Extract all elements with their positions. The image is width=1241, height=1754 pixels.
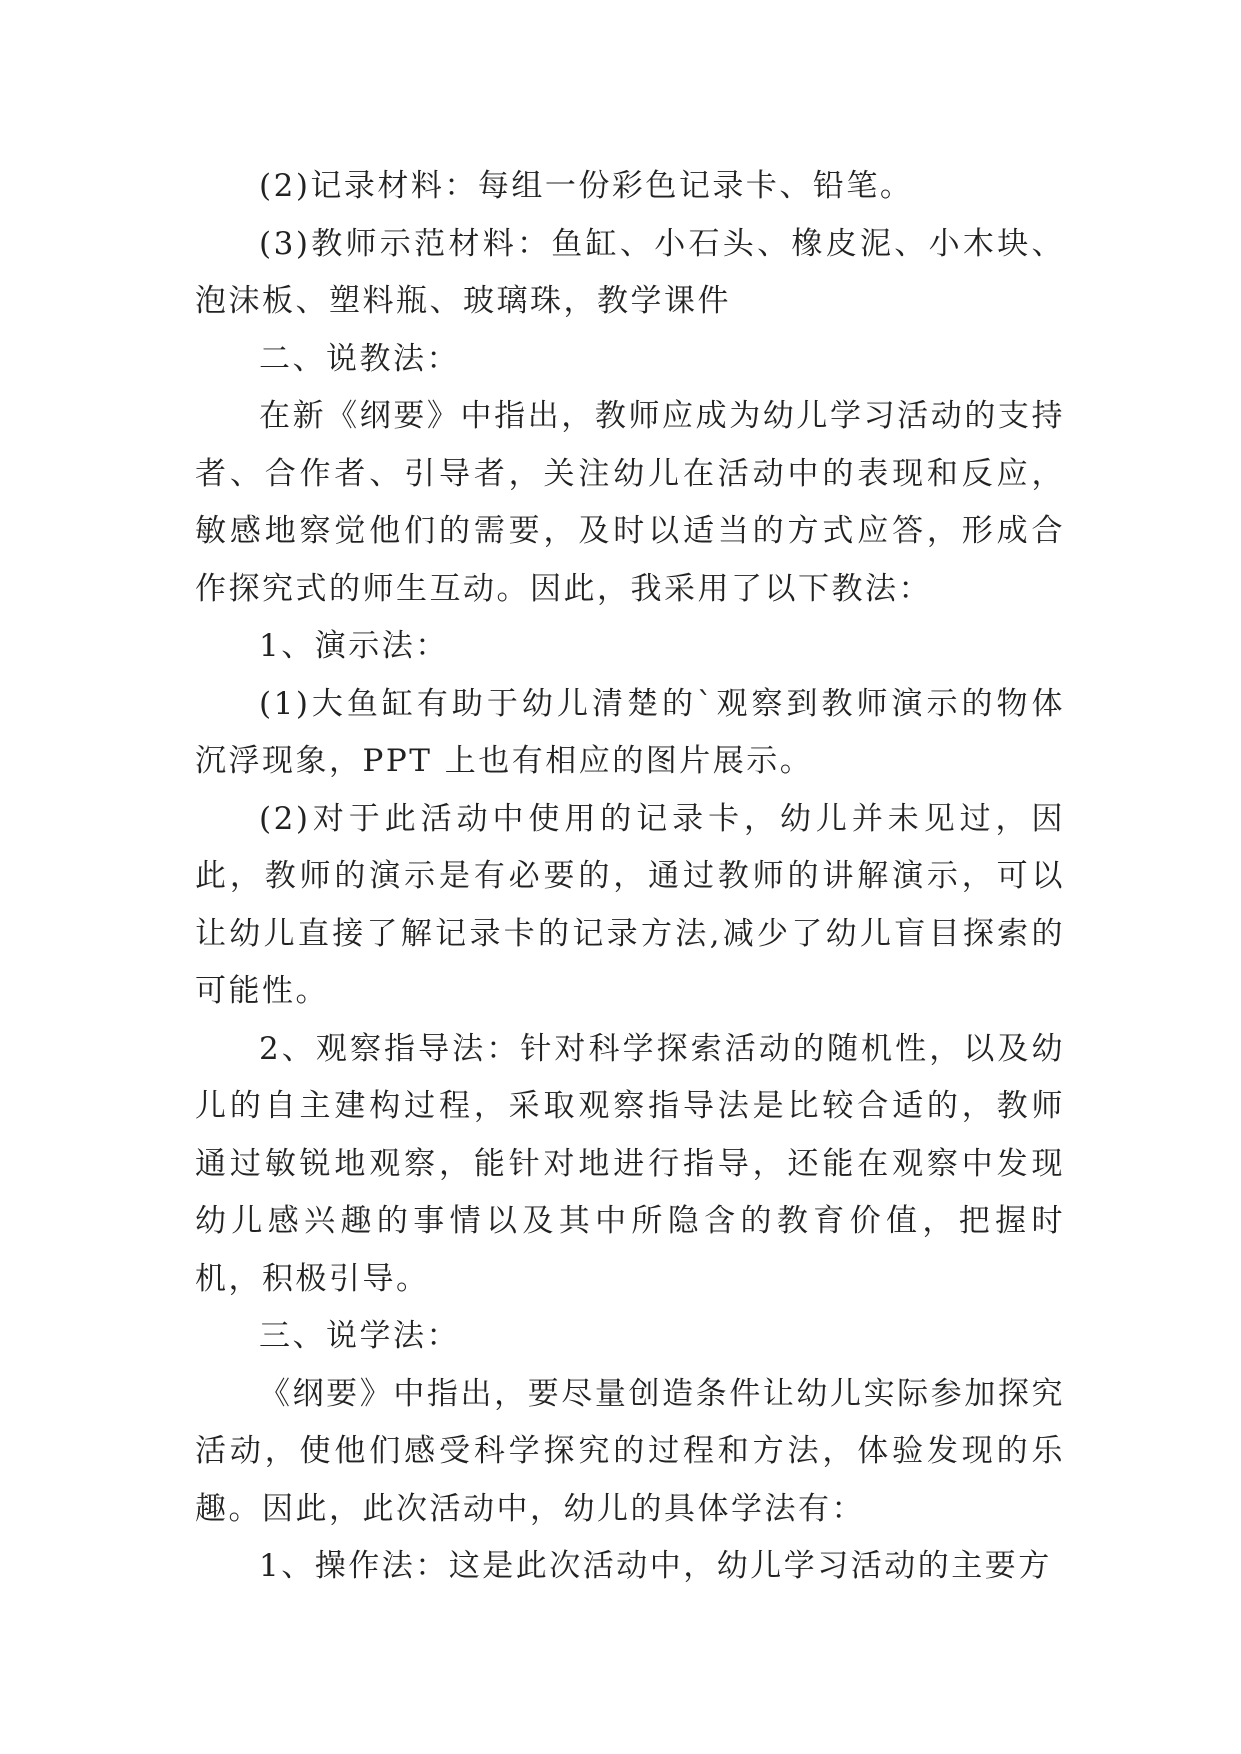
paragraph-materials-teacher: (3)教师示范材料：鱼缸、小石头、橡皮泥、小木块、泡沫板、塑料瓶、玻璃珠，教学课件 xyxy=(195,225,1065,319)
paragraph-observation-guidance: 2、观察指导法：针对科学探索活动的随机性，以及幼儿的自主建构过程，采取观察指导法是比较合适的，教师通过敏锐地观察，能针对地进行指导，还能在观察中发现幼儿感兴趣的事情以及其中所隐含的教育价值，把握时机，积极引导。 xyxy=(195,1030,1065,1297)
paragraph-materials-record: (2)记录材料：每组一份彩色记录卡、铅笔。 xyxy=(259,168,914,204)
document-body xyxy=(195,158,1065,1596)
section-heading-learning-method: 三、说学法： xyxy=(259,1318,460,1354)
paragraph-teaching-method-intro: 在新《纲要》中指出，教师应成为幼儿学习活动的支持者、合作者、引导者，关注幼儿在活动中的表现和反应，敏感地察觉他们的需要，及时以适当的方式应答，形成合作探究式的师生互动。因此，我采用了以下教法： xyxy=(195,398,1065,607)
paragraph-learning-method-intro: 《纲要》中指出，要尽量创造条件让幼儿实际参加探究活动，使他们感受科学探究的过程和方法，体验发现的乐趣。因此，此次活动中，幼儿的具体学法有： xyxy=(195,1375,1065,1527)
paragraph-operation-method: 1、操作法：这是此次活动中，幼儿学习活动的主要方 xyxy=(259,1548,1052,1584)
section-heading-teaching-method: 二、说教法： xyxy=(259,340,460,377)
paragraph-demonstration-2: (2)对于此活动中使用的记录卡，幼儿并未见过，因此，教师的演示是有必要的，通过教师的讲解演示，可以让幼儿直接了解记录卡的记录方法,减少了幼儿盲目探索的可能性。 xyxy=(195,800,1065,1009)
subheading-demonstration: 1、演示法： xyxy=(259,628,449,664)
paragraph-demonstration-1: (1)大鱼缸有助于幼儿清楚的`观察到教师演示的物体沉浮现象，PPT 上也有相应的图片展示。 xyxy=(195,685,1065,779)
